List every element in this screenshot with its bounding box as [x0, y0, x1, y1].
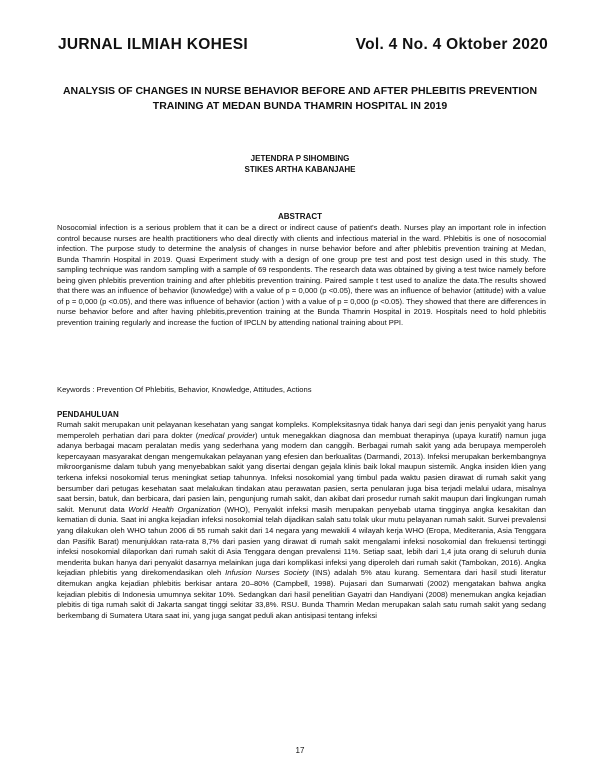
body-italic-2: World Health Organization: [128, 504, 221, 514]
section-body: [57, 420, 546, 621]
abstract-heading: ABSTRACT: [278, 212, 322, 221]
paper-title: ANALYSIS OF CHANGES IN NURSE BEHAVIOR BEFORE AND AFTER PHLEBITIS PREVENTION TRAINING AT MEDAN BUNDA THAMRIN HOSPITAL IN 2019: [62, 85, 538, 112]
body-italic-3: Infusion Nurses Society: [225, 568, 309, 578]
journal-issue: Vol. 4 No. 4 Oktober 2020: [355, 36, 548, 53]
body-italic-1: medical provider: [198, 430, 256, 440]
author-affiliation: STIKES ARTHA KABANJAHE: [244, 165, 356, 174]
body-text-1: Rumah sakit merupakan unit pelayanan kesehatan yang sangat kompleks. Kompleksitasnya tidak hanya dari segi dan jenis penyakit yang harus memperoleh perhatian dari para dokter (: [57, 420, 546, 440]
keywords: Keywords : Prevention Of Phlebitis, Behavior, Knowledge, Attitudes, Actions: [57, 385, 312, 394]
journal-header: [58, 36, 548, 54]
section-heading: PENDAHULUAN: [57, 410, 119, 419]
abstract-text: Nosocomial infection is a serious problem that it can be a direct or indirect cause of patient's death. Nurses play an important role in infection control because nurses are health practitioners who deal directly with clients and infectious material in the ward. Phlebitis is one of nosocomial infection. The purpose study to determine the analysis of changes in nurse behavior before and after phlebitis prevention training at Medan, Bunda Thamrin Hospital in 2019. Quasi Experiment study with a design of one group pre test and post test design used in this study. The sampling technique was random sampling with a sample of 69 respondents. The research data was obtained by giving a test twice namely before being given phlebitis prevention training and after phlebitis prevention training. Paired sample t test used to analize the data.The results showed that there was an influence of behavior (knowledge) with a value of p = 0,000 (p <0.05), there was an influence of behavior (attitude) with a value of p = 0,000 (p <0.05), and there was influence of behavior (action ) with a value of p = 0,000 (p <0.05). They showed that there are differences in nurse behavior before and after having phlebitis,prevention training at the Bunda Thamrin Hospital in 2019. Hospitals need to hold phlebitis prevention training regularly and increase the fuction of IPCLN by attending national training about PPI.: [57, 223, 546, 327]
author-name: JETENDRA P SIHOMBING: [250, 154, 350, 163]
body-text-2: ) untuk menegakkan diagnosa dan membuat therapinya (upaya kuratif) namun juga adanya berbagai macam peralatan medis yang sederhana yang modern dan canggih. Berbagai rumah sakit yang ada berupaya memperoleh kepercayaan masyarakat dengan mengemukakan pelayanan yang efesien dan berkualitas (Darmandi, 2013). Infeksi merupakan berkembangnya mikroorganisme dalam tubuh yang menyebabkan sakit yang disertai dengan gejala klinis baik lokal maupun sistemik. Angka insiden klien yang terkena infeksi nosokomial terus meningkat setiap tahunnya. Infeksi nosokomial yang timbul pada waktu pasien dirawat di rumah sakit yang bersumber dari petugas kesehatan saat melakukan tindakan atau perawatan pasien, serta penularan juga bisa terjadi melalui udara, misalnya saat bersin, batuk, dan berbicara, dari pasien lain, pengunjung rumah sakit, dan akibat dari prosedur rumah sakit maupun dari lingkungan rumah sakit. Menurut data: [57, 430, 546, 514]
author-block: [60, 153, 540, 175]
journal-name: JURNAL ILMIAH KOHESI: [58, 36, 249, 53]
body-text-4: (INS) adalah 5% atau kurang. Sementara dari hasil studi literatur ditemukan angka kejadian phlebitis berkisar antara 20–80% (Campbell, 1998). Pujasari dan Sumarwati (2002) mengatakan bahwa angka kejadian plebitis di Indonesia umumnya sekitar 10%. Sedangkan dari hasil penelitian Gayatri dan Handiyani (2008) menemukan angka kejadian plebitis di tiga rumah sakit di Jakarta sangat tinggi sekitar 33,8%. RSU. Bunda Thamrin Medan merupakan salah satu rumah sakit yang sedang berkembang di Sumatera Utara saat ini, yang juga sangat peduli akan antisipasi tentang infeksi: [57, 568, 546, 620]
body-text-3: (WHO), Penyakit infeksi masih merupakan penyebab utama tingginya angka kesakitan dan kematian di dunia. Saat ini angka kejadian infeksi nosokomial telah dijadikan salah satu tolak ukur mutu pelayanan rumah sakit. Survei prevalensi yang dilakukan oleh WHO tahun 2006 di 55 rumah sakit dari 14 negara yang mewakili 4 wilayah kerja WHO (Eropa, Mediterania, Asia Tenggara dan Pasifik Barat) menunjukkan rata-rata 8,7% dari pasien yang dirawat di rumah sakit mengalami infeksi nosokomial dan frekuensi tertinggi infeksi nosokomial dilaporkan dari rumah sakit di Asia Tenggara dengan prevalensi 11%. Setiap saat, lebih dari 1,4 juta orang di seluruh dunia menderita bukan hanya dari penyakit dasarnya melainkan juga dari komplikasi infeksi yang diperoleh dari rumah sakit (Tambokan, 2016). Angka kejadian phlebitis yang direkomendasikan oleh: [57, 504, 546, 578]
page-number: 17: [295, 746, 305, 755]
